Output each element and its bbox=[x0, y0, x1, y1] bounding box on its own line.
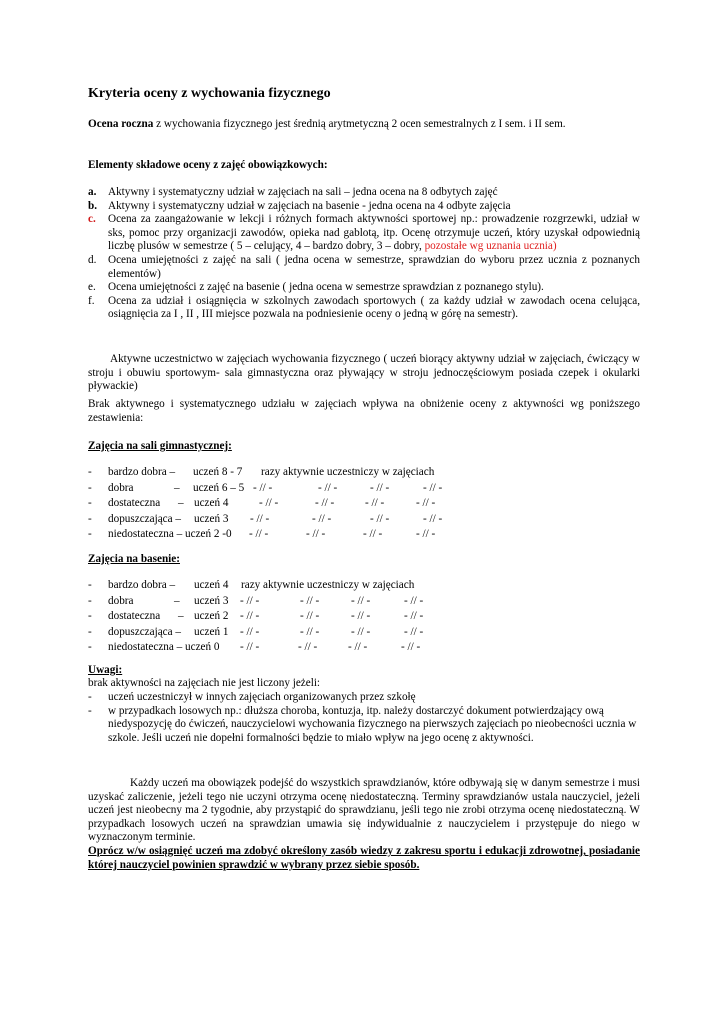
row-dash: - bbox=[88, 610, 92, 622]
row-dash: - bbox=[88, 625, 92, 638]
ditto-mark: - // - bbox=[312, 512, 332, 525]
ditto-mark: - // - bbox=[351, 610, 371, 622]
grade-row bbox=[88, 528, 640, 544]
list-item-text: Aktywny i systematyczny udział w zajęciach na sali – jedna ocena na 8 odbytych zajęć bbox=[108, 186, 498, 198]
row-dash: - bbox=[88, 466, 92, 478]
row-dash: - bbox=[88, 497, 92, 509]
grade-dash: – bbox=[178, 610, 184, 622]
list-item-text: Aktywny i systematyczny udział w zajęciach na basenie - jedna ocena na 4 odbyte zajęcia bbox=[108, 199, 511, 212]
list-item bbox=[88, 200, 640, 214]
pool-grades-list bbox=[88, 579, 640, 657]
ditto-mark: - // - bbox=[404, 625, 424, 638]
notes-list bbox=[88, 691, 640, 745]
list-item bbox=[88, 295, 640, 322]
ditto-mark: - // - bbox=[249, 528, 269, 540]
grade-label: dostateczna bbox=[108, 610, 161, 622]
notes-intro: brak aktywności na zajęciach nie jest liczony jeżeli: bbox=[88, 677, 321, 689]
ditto-mark: - // - bbox=[240, 625, 260, 638]
row-dash: - bbox=[88, 594, 92, 607]
notes-heading: Uwagi: bbox=[88, 664, 123, 676]
list-marker: - bbox=[88, 691, 92, 703]
ditto-mark: - // - bbox=[240, 610, 260, 622]
ditto-mark: - // - bbox=[300, 610, 320, 622]
grade-row bbox=[88, 641, 640, 657]
final-note: Oprócz w/w osiągnięć uczeń ma zdobyć określony zasób wiedzy z zakresu sportu i edukacji zdrowotnej, posiadanie której nauczyciel powinien sprawdzić w wybrany przez siebie sposób. bbox=[88, 845, 640, 871]
grade-count: uczeń 3 bbox=[194, 512, 229, 525]
list-item-text: Ocena umiejętności z zajęć na basenie ( jedna ocena w semestrze sprawdzian z poznanego stylu). bbox=[108, 281, 544, 294]
grade-dash: – bbox=[174, 481, 180, 494]
grade-description: razy aktywnie uczestniczy w zajęciach bbox=[241, 579, 415, 591]
participation-consequence: Brak aktywnego i systematycznego udziału w zajęciach wpływa na obniżenie oceny z aktywności wg poniższego zestawienia: bbox=[88, 398, 640, 424]
grade-label: dopuszczająca – bbox=[108, 512, 181, 525]
ditto-mark: - // - bbox=[240, 594, 260, 607]
ditto-mark: - // - bbox=[351, 625, 371, 638]
ditto-mark: - // - bbox=[240, 641, 260, 653]
ditto-mark: - // - bbox=[404, 610, 424, 622]
list-item bbox=[88, 186, 640, 200]
ditto-mark: - // - bbox=[298, 641, 318, 653]
ditto-mark: - // - bbox=[423, 512, 443, 525]
tests-paragraph: Każdy uczeń ma obowiązek podejść do wszystkich sprawdzianów, które odbywają się w danym semestrze i musi uzyskać zaliczenie, jeżeli tego nie uczyni otrzyma ocenę niedostateczną. Terminy sprawdzianów ustala nauczyciel, jeżeli uczeń jest nieobecny ma 2 tygodnie, aby przystąpić do sprawdzianu, jeśli tego nie zrobi otrzyma ocenę niedostateczną. W przypadkach losowych uczeń na sprawdzian umawia się indywidualnie z nauczycielem i przystępuje do niego w wyznaczonym terminie. bbox=[88, 777, 640, 844]
row-dash: - bbox=[88, 512, 92, 525]
grade-count: uczeń 4 bbox=[194, 579, 229, 591]
grade-row bbox=[88, 610, 640, 626]
ditto-mark: - // - bbox=[416, 528, 436, 540]
grade-count: uczeń 8 - 7 bbox=[193, 466, 243, 478]
grade-label: niedostateczna – uczeń 2 -0 bbox=[108, 528, 232, 540]
list-marker: d. bbox=[88, 253, 97, 266]
grade-row bbox=[88, 626, 640, 642]
annual-grade-paragraph bbox=[88, 118, 640, 132]
gym-grades-list bbox=[88, 466, 640, 544]
grade-row bbox=[88, 466, 640, 482]
grade-row bbox=[88, 513, 640, 529]
grade-label: dostateczna bbox=[108, 497, 161, 509]
annual-grade-lead: Ocena roczna bbox=[88, 118, 154, 130]
list-marker: e. bbox=[88, 281, 96, 294]
ditto-mark: - // - bbox=[253, 481, 273, 494]
grade-label: dobra bbox=[108, 481, 134, 494]
ditto-mark: - // - bbox=[315, 497, 335, 509]
ditto-mark: - // - bbox=[300, 594, 320, 607]
elements-list bbox=[88, 186, 640, 322]
grade-dash: – bbox=[178, 497, 184, 509]
grade-label: dopuszczająca – bbox=[108, 625, 181, 638]
ditto-mark: - // - bbox=[259, 497, 279, 509]
list-item bbox=[88, 213, 640, 254]
list-item-text: w przypadkach losowych np.: dłuższa choroba, kontuzja, itp. należy dostarczyć dokument potwierdzający ową niedyspozycję do ćwiczeń, nauczycielowi wychowania fizycznego na pierwszych zajęciach po nieobecności ucznia w szkole. Jeśli uczeń nie dopełni formalności będzie to miało wpływ na jego ocenę z aktywności. bbox=[108, 704, 637, 744]
grade-row bbox=[88, 497, 640, 513]
ditto-mark: - // - bbox=[250, 512, 270, 525]
list-item bbox=[88, 254, 640, 281]
list-item bbox=[88, 691, 640, 705]
pool-heading: Zajęcia na basenie: bbox=[88, 553, 180, 565]
grade-row bbox=[88, 579, 640, 595]
list-item-text: Ocena za zaangażowanie w lekcji i różnych formach aktywności sportowej np.: prowadzenie rozgrzewki, udział w sks, pomoc przy organizacji zawodów, opieka nad gablotą, itp. Ocenę otrzymuje uczeń, który uzyskał odpowiednią liczbę plusów w semestrze ( 5 – celujący, 4 – bardzo dobry, 3 – dobry, bbox=[108, 213, 640, 253]
ditto-mark: - // - bbox=[300, 625, 320, 638]
ditto-mark: - // - bbox=[318, 481, 338, 494]
grade-row bbox=[88, 482, 640, 498]
list-marker: b. bbox=[88, 199, 98, 212]
list-marker: f. bbox=[88, 294, 95, 307]
grade-count: uczeń 1 bbox=[194, 625, 229, 638]
list-marker: a. bbox=[88, 186, 97, 198]
ditto-mark: - // - bbox=[348, 641, 368, 653]
gym-heading: Zajęcia na sali gimnastycznej: bbox=[88, 440, 232, 452]
annual-grade-text: z wychowania fizycznego jest średnią arytmetyczną 2 ocen semestralnych z I sem. i II sem. bbox=[153, 118, 566, 130]
grade-row bbox=[88, 595, 640, 611]
grade-count: uczeń 3 bbox=[194, 594, 229, 607]
ditto-mark: - // - bbox=[370, 481, 390, 494]
ditto-mark: - // - bbox=[404, 594, 424, 607]
grade-count: uczeń 4 bbox=[194, 497, 229, 509]
grade-label: bardzo dobra – bbox=[108, 466, 176, 478]
ditto-mark: - // - bbox=[351, 594, 371, 607]
ditto-mark: - // - bbox=[370, 512, 390, 525]
row-dash: - bbox=[88, 641, 92, 653]
row-dash: - bbox=[88, 481, 92, 494]
grade-description: razy aktywnie uczestniczy w zajęciach bbox=[261, 466, 435, 478]
row-dash: - bbox=[88, 579, 92, 591]
ditto-mark: - // - bbox=[416, 497, 436, 509]
ditto-mark: - // - bbox=[423, 481, 443, 494]
participation-paragraph: Aktywne uczestnictwo w zajęciach wychowania fizycznego ( uczeń biorący aktywny udział w zajęciach, ćwiczący w stroju i obuwiu sportowym- sala gimnastyczna oraz pływający w stroju jednoczęściowym posiada czepek i okularki pływackie) bbox=[88, 353, 640, 393]
list-item bbox=[88, 281, 640, 295]
list-item-text: Ocena umiejętności z zajęć na sali ( jedna ocena w semestrze, sprawdzian do wyboru przez ucznia z poznanych elementów) bbox=[108, 253, 640, 280]
grade-label: bardzo dobra – bbox=[108, 579, 176, 591]
ditto-mark: - // - bbox=[363, 528, 383, 540]
grade-count: uczeń 2 bbox=[194, 610, 229, 622]
list-marker: - bbox=[88, 704, 92, 717]
ditto-mark: - // - bbox=[401, 641, 421, 653]
list-item-text: uczeń uczestniczył w innych zajęciach organizowanych przez szkołę bbox=[108, 691, 416, 703]
elements-heading: Elementy składowe oceny z zajęć obowiązkowych: bbox=[88, 159, 328, 171]
page-title: Kryteria oceny z wychowania fizycznego bbox=[88, 86, 331, 101]
row-dash: - bbox=[88, 528, 92, 540]
grade-label: dobra bbox=[108, 594, 134, 607]
list-item bbox=[88, 705, 640, 746]
list-item-red-note: pozostałe wg uznania ucznia) bbox=[424, 240, 557, 253]
grade-count: uczeń 6 – 5 bbox=[193, 481, 245, 494]
grade-label: niedostateczna – uczeń 0 bbox=[108, 641, 220, 653]
list-marker: c. bbox=[88, 213, 96, 226]
ditto-mark: - // - bbox=[365, 497, 385, 509]
list-item-text: Ocena za udział i osiągnięcia w szkolnych zawodach sportowych ( za każdy udział w zawodach ocena celująca, osiągnięcia za I , II , III miejsce pozwala na podniesienie oceny o jedną w górę na semestr). bbox=[108, 294, 640, 321]
ditto-mark: - // - bbox=[306, 528, 326, 540]
grade-dash: – bbox=[174, 594, 180, 607]
